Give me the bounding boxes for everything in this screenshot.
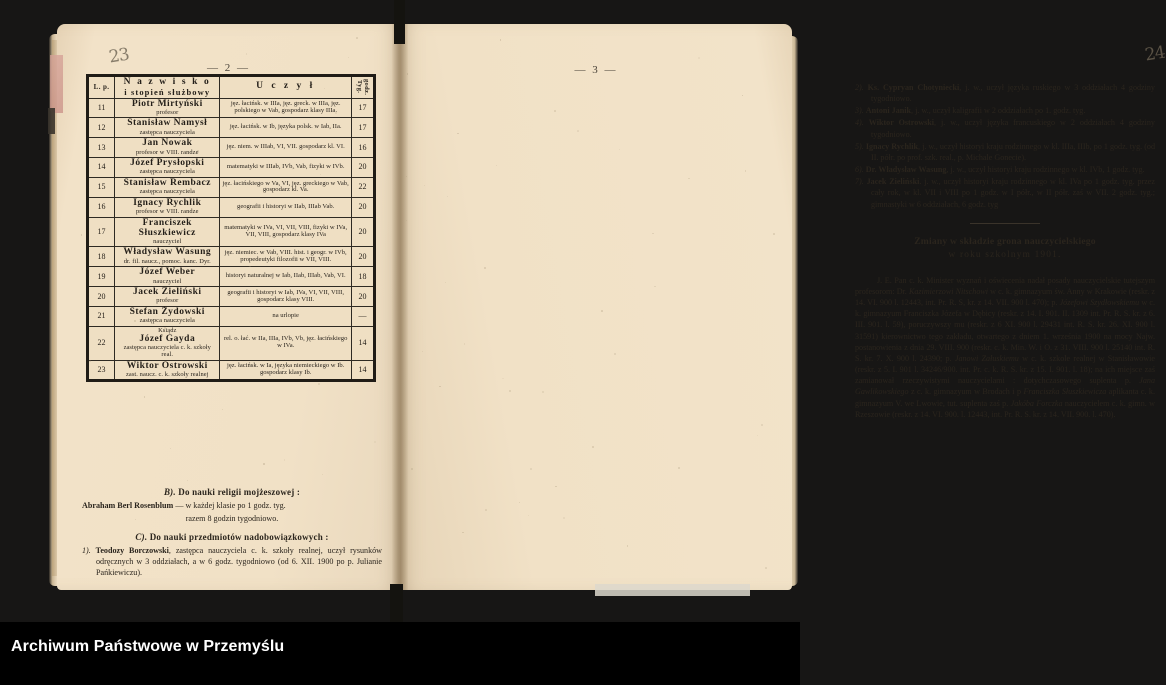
section-b-title: Do nauki religii mojżeszowej : — [175, 487, 301, 497]
table-row — [88, 138, 375, 158]
list-item-detail: , j. w., uczył historyi kraju rodzinnego w kl. IVb, 1 godz. tyg. — [946, 165, 1145, 175]
cell-weekly-hours: 20 — [351, 247, 374, 267]
list-item — [855, 176, 1155, 209]
cell-index: 18 — [88, 247, 115, 267]
paper-speckle — [742, 95, 743, 96]
cell-index: 22 — [88, 326, 115, 360]
cell-subjects-taught: historyi naturalnej w Iab, IIab, IIIab, Vab, VI. — [220, 267, 351, 287]
right-page-text-block — [855, 82, 1155, 420]
paragraph-text-run: nauczycielem c. k. gimn. w Rzeszowie (reskr. z 14. VI. 900. l. 12443, int. Pr. R. S. kr. z 14. VII. 900. l. 470). — [855, 398, 1155, 419]
cell-name-rank: nauczyciel — [153, 277, 182, 285]
section-b-heading — [82, 487, 382, 499]
horizontal-rule — [970, 223, 1040, 224]
table-row — [88, 360, 375, 381]
section-b-line1 — [82, 501, 382, 512]
list-item-number: 2). — [855, 83, 868, 92]
cell-name: Władysław Wasung dr. fil. naucz., pomoc. kanc. Dyr. — [115, 247, 220, 267]
cell-weekly-hours: 20 — [351, 158, 374, 178]
cell-name-rank: profesor w VIII. randze — [136, 208, 199, 216]
cell-index: 14 — [88, 158, 115, 178]
paper-speckle — [614, 353, 615, 354]
table-row — [88, 307, 375, 327]
paper-speckle — [374, 441, 376, 443]
cell-subjects-taught: jęz. niem. w IIIab, VI, VII. gospodarz kl. VI. — [220, 138, 351, 158]
cell-weekly-hours: 17 — [351, 118, 374, 138]
section-b-person-detail: — w każdej klasie po 1 godz. tyg. — [173, 500, 286, 510]
cell-name-rank: zast. naucz. c. k. szkoły realnej — [125, 370, 209, 378]
list-item-detail: , j. w., uczył kaligrafii w 2 oddziałach po 1. godz. tyg. — [911, 106, 1086, 116]
paper-speckle — [765, 567, 767, 569]
paper-speckle — [528, 515, 529, 516]
book-spine-gutter — [392, 24, 408, 590]
cell-name: Jan Nowak profesor w VIII. randze — [115, 138, 220, 158]
cell-subjects-taught: jęz. łacińskiego w Va, VI, jęz. greckiego w Vab, gospodarz kl. Va. — [220, 178, 351, 198]
column-header-hours-line2: godz. — [362, 79, 370, 96]
list-item-number: 6). — [855, 165, 866, 175]
cell-name: Stanisław Namysł zastępca nauczyciela — [115, 118, 220, 138]
table-row — [88, 118, 375, 138]
section-c-title: Do nauki przedmiotów nadobowiązkowych : — [147, 532, 329, 543]
cell-name: Józef Prysłopski zastępca nauczyciela — [115, 158, 220, 178]
cell-weekly-hours: 14 — [351, 360, 374, 381]
paragraph-italic-name: Kazimierzowi Nitschowi — [908, 286, 989, 296]
cell-name-rank: profesor w VIII. randze — [136, 148, 199, 156]
list-item-number: 5). — [855, 141, 866, 151]
cell-index: 23 — [88, 360, 115, 381]
table-row — [88, 247, 375, 267]
watermark-label: Archiwum Państwowe w Przemyślu — [11, 638, 285, 655]
cell-subjects-taught: jęz. łacińsk. w Ib, języka polsk. w Iab, IIa. — [220, 118, 351, 138]
page-number-left: — 2 — — [207, 62, 250, 74]
cell-name-rank: zastępca nauczyciela — [139, 128, 195, 136]
cell-name-prefix: Ksiądz — [158, 326, 177, 334]
table-row — [88, 178, 375, 198]
table-row — [88, 287, 375, 307]
paper-speckle — [509, 390, 511, 392]
paragraph-text-run: w c. k. szkole realnej w Stanisławowie (reskr. z 5. I. 901 l. 34246/900. int. Pr. c. k. R. S. kr. z 15. I. 901. l. 18); na ich miejsce zaś zamianował rzeczywistymi nauczycielami : dotychczasowego suplenta p. — [855, 353, 1155, 386]
paper-speckle — [263, 463, 265, 465]
list-item-detail: . j. w., uczył historyi kraju rodzinnego w kl. IVa po 1 godz. tyg. przez cały rok, w kl. VII i VIII po 1 godz. w I półr., w II półr. zaś w VII. 2 godz. tyg.; gimnastyki w 6 oddziałach, 6 godz. tyg — [871, 177, 1155, 209]
paper-speckle — [89, 360, 91, 362]
table-row — [88, 217, 375, 247]
cell-name: Ignacy Rychlik profesor w VIII. randze — [115, 197, 220, 217]
section-c-item-1 — [82, 546, 382, 578]
table-row — [88, 98, 375, 118]
paper-speckle — [678, 467, 680, 469]
paper-speckle — [773, 233, 775, 235]
table-body — [88, 98, 375, 381]
book-spine-top-shadow — [394, 0, 405, 44]
cell-index: 11 — [88, 98, 115, 118]
section-b-line2: razem 8 godzin tygodniowo. — [185, 513, 279, 523]
list-item-detail: , j. w., uczył języka francuskiego w 2 oddziałach 4 godziny tygodniowo. — [871, 118, 1155, 139]
table-row — [88, 326, 375, 360]
cell-name-rank: zastępca nauczyciela — [139, 188, 195, 196]
column-header-hours-stack — [355, 79, 370, 95]
paragraph-text-run: aplikanta c. k. gimnazyum V. we Lwowie, tut. suplenta zaś p. — [855, 387, 1155, 408]
paper-speckle — [652, 233, 654, 235]
list-item-person: Ks. Cypryan Chotyniecki — [867, 83, 960, 92]
cell-weekly-hours: 22 — [351, 178, 374, 198]
paragraph-italic-name: Józefowi Szydłowskiemu — [1059, 298, 1140, 308]
page-corner-stain — [50, 55, 63, 113]
cell-weekly-hours: 18 — [351, 267, 374, 287]
folio-number-right: 24 — [1143, 42, 1166, 66]
cell-name-rank: profesor — [156, 108, 179, 116]
paragraph-text-run: w c. k. gimnazyum Franciszka Józefa w Dębicy (reskr. z 14. I. 901. II. 1309 int. Pr. R. S. kr. z 6. III. 901. l. 59), poruczywszy mu (reskr. z 6 XI. 900 l. 29431 int. R. S. kr. 26. XI. 900 l. 31591) kierownictwo tego zakładu, otwartego z dniem 1. września 1900 na mocy Najw. postanowienia z dnia 29. VIII. 900 (reskr. c. k. Min. W. i O. z 31. VIII. 900 l. 25140 int. R. S. kr. 7. X. 900 l. 24390; p. — [855, 298, 1155, 363]
section-c-item-detail: , zastępca nauczyciela c. k. szkoły realnej, uczył rysunków odręcznych w 3 oddziałach, a w 6 godz. tygodniowo (od 6. XII. 1900 po p. Julianie Pańkiewiczu). — [96, 546, 383, 577]
paper-speckle — [320, 174, 321, 175]
paper-speckle — [485, 509, 487, 511]
cell-name: Wiktor Ostrowski zast. naucz. c. k. szkoły realnej — [115, 360, 220, 381]
right-page — [400, 24, 1166, 590]
paper-speckle — [284, 459, 286, 461]
cell-index: 21 — [88, 307, 115, 327]
column-header-name — [115, 76, 220, 99]
cell-name-rank: nauczyciel — [153, 237, 182, 245]
cell-index: 12 — [88, 118, 115, 138]
paper-speckle — [422, 351, 423, 352]
list-item — [855, 164, 1155, 175]
paper-speckle — [530, 468, 532, 470]
cell-subjects-taught: geografii i historyi w Iab, IVa, VI, VII, VIII, gospodarz klasy VIII. — [220, 287, 351, 307]
cell-name-rank: profesor — [156, 297, 179, 305]
paper-speckle — [356, 37, 358, 39]
table-row — [88, 197, 375, 217]
list-item-number: 3). — [855, 106, 866, 116]
cell-weekly-hours: 17 — [351, 98, 374, 118]
list-item-detail: , j. w., uczył historyi kraju rodzinnego w kl. IIIa, IIIb, po 1 godz. tyg. (od II. półr. po prof. szk. real., p. Michale Gonecie). — [871, 141, 1156, 162]
page-number-right: — 3 — — [574, 64, 618, 76]
cell-subjects-taught: matematyki w IIIab, IVb, Vab, fizyki w IVb. — [220, 158, 351, 178]
cell-subjects-taught: na urlopie — [220, 307, 351, 327]
paper-speckle — [496, 165, 497, 166]
cell-weekly-hours: — — [351, 307, 374, 327]
paper-speckle — [619, 149, 620, 150]
cell-subjects-taught: jęz. łacińsk. w Ia, języka niemieckiego w Ib. gospodarz klasy Ib. — [220, 360, 351, 381]
cell-subjects-taught: jęz. łacińsk. w IIIa, jęz. greck. w IIIa, jęz. polskiego w Vab, gospodarz klasy IIIa. — [220, 98, 351, 118]
list-item — [855, 105, 1155, 116]
cell-name-rank: dr. fil. naucz., pomoc. kanc. Dyr. — [123, 257, 211, 265]
cell-subjects-taught: rel. o. łać. w IIa, IIIa, IVb, Vb, jęz. łacińskiego w IVa. — [220, 326, 351, 360]
cell-name: Piotr Mirtyński profesor — [115, 98, 220, 118]
list-item-person: Dr. Władysław Wasung — [865, 165, 947, 175]
list-item-detail: , j. w., uczył języka ruskiego w 3 oddziałach 4 godziny tygodniowo. — [871, 83, 1155, 104]
cell-name-rank: zastępca nauczyciela c. k. szkoły real. — [123, 344, 211, 358]
book-spine-bottom-shadow — [390, 584, 403, 624]
paragraph-italic-name: Franciszka Słuszkiewicza — [1023, 387, 1107, 397]
paper-speckle — [502, 378, 503, 379]
paper-speckle — [445, 282, 446, 283]
nonobligatory-subjects-list — [855, 82, 1155, 210]
list-item — [855, 117, 1155, 139]
list-item — [855, 82, 1155, 104]
cell-index: 15 — [88, 178, 115, 198]
paragraph-italic-name: Jana Gawlikowskiego — [855, 376, 1155, 397]
list-item-number: 7). — [855, 177, 867, 187]
paper-speckle — [406, 176, 407, 177]
cell-subjects-taught: matematyki w IVa, VI, VII, VIII, fizyki w IVa, VII, VIII, gospodarz klasy IVa — [220, 217, 351, 247]
cell-index: 20 — [88, 287, 115, 307]
cell-name: Franciszek Słuszkiewicz nauczyciel — [115, 217, 220, 247]
paper-speckle — [462, 532, 463, 533]
cell-index: 13 — [88, 138, 115, 158]
column-header-name-line2: i stopień służbowy — [124, 86, 211, 97]
teacher-roster-table-wrap — [86, 74, 376, 382]
list-item — [855, 141, 1155, 163]
paper-speckle — [406, 220, 407, 221]
cell-name: Józef Weber nauczyciel — [115, 267, 220, 287]
list-item-person: Jacek Zieliński — [866, 177, 920, 187]
column-header-index: L. p. — [88, 76, 115, 99]
section-b-letter: B). — [163, 487, 176, 497]
cell-index: 19 — [88, 267, 115, 287]
section-c-heading — [82, 532, 382, 544]
paragraph-text-run: z c. k. gimnazyum w Brodach i p — [908, 387, 1024, 397]
cell-weekly-hours: 20 — [351, 197, 374, 217]
teacher-roster-table — [86, 74, 376, 382]
left-page — [57, 24, 400, 590]
paper-speckle — [698, 57, 700, 59]
section-title: Zmiany w składzie grona nauczycielskiego — [914, 235, 1096, 247]
paragraph-text-run: J. E. Pan c. k. Minister wyznań i oświecenia nadał posady nauczycielskie tutejszym profesorom: Dr. — [855, 275, 1155, 296]
cell-name: Stanisław Rembacz zastępca nauczyciela — [115, 178, 220, 198]
paper-speckle — [246, 53, 247, 54]
section-c-letter: C). — [135, 532, 148, 543]
paper-speckle — [322, 474, 323, 475]
paper-speckle — [577, 130, 579, 132]
cell-weekly-hours: 16 — [351, 138, 374, 158]
paper-speckle — [188, 99, 190, 101]
column-header-taught: U c z y ł — [220, 76, 351, 99]
column-header-hours-line1: Tyg. — [355, 80, 363, 94]
list-item-person: Antoni Janik — [865, 106, 912, 116]
cell-name-rank: zastępca nauczyciela — [139, 168, 195, 176]
folio-number-left: 23 — [107, 44, 131, 68]
cell-name-rank: zastępca nauczyciela — [139, 317, 195, 325]
table-row — [88, 158, 375, 178]
paper-speckle — [324, 88, 325, 89]
cell-weekly-hours: 20 — [351, 287, 374, 307]
column-header-hours — [351, 76, 374, 99]
cell-weekly-hours: 20 — [351, 217, 374, 247]
paper-speckle — [457, 133, 458, 134]
paper-speckle — [745, 170, 747, 172]
list-item-number: 4). — [855, 118, 869, 128]
paper-speckle — [601, 310, 603, 312]
cell-name: Ksiądz Józef Gayda zastępca nauczyciela c. k. szkoły real. — [115, 326, 220, 360]
paper-speckle — [542, 391, 544, 393]
paragraph-text-run: w c. k. gimnazyum św. Anny w Krakowie (reskr. z 14. VI. 900 l. 12443, int. Pr. R. S, kr. z 14. VII. 900 l. 470); p. — [855, 286, 1155, 308]
cell-subjects-taught: jęz. niemiec. w Vab, VIII. hist. i geogr. w IVb, propedeutyki filozofii w VII, VIII. — [220, 247, 351, 267]
paper-speckle — [761, 424, 763, 426]
paper-speckle — [439, 386, 441, 388]
paper-speckle — [197, 150, 199, 152]
paragraph-italic-name: Jakóba Forczka — [1010, 398, 1063, 408]
column-header-name-line1: N a z w i s k o — [123, 77, 211, 87]
cell-index: 16 — [88, 197, 115, 217]
list-item-person: Wiktor Ostrowski — [868, 118, 934, 128]
paper-speckle — [424, 185, 425, 186]
paper-speckle — [554, 110, 556, 112]
section-c-item-person: Teodozy Borczowski — [95, 546, 169, 556]
cell-name: Jacek Zieliński profesor — [115, 287, 220, 307]
paper-speckle — [484, 267, 486, 269]
paragraph-italic-name: Janowi Załuskiemu — [954, 353, 1019, 363]
list-item-person: Ignacy Rychlik — [865, 141, 918, 151]
page-corner-dark-mark — [48, 108, 55, 134]
cell-weekly-hours: 14 — [351, 326, 374, 360]
section-b-person-name: Abraham Berl Rosenblum — [82, 500, 174, 510]
inserted-paper-tab — [595, 584, 750, 596]
ministerial-appointments-paragraph — [855, 275, 1155, 420]
section-c-item-number: 1). — [82, 546, 91, 556]
paper-speckle — [555, 486, 556, 487]
section-subtitle: w roku szkolnym 1901. — [948, 249, 1062, 260]
cell-subjects-taught: geografii i historyi w IIab, IIIab Vab. — [220, 197, 351, 217]
left-page-text-block — [82, 481, 382, 581]
table-row — [88, 267, 375, 287]
cell-name: Stefan Żydowski zastępca nauczyciela — [115, 307, 220, 327]
table-header-row — [88, 76, 375, 99]
cell-index: 17 — [88, 217, 115, 247]
